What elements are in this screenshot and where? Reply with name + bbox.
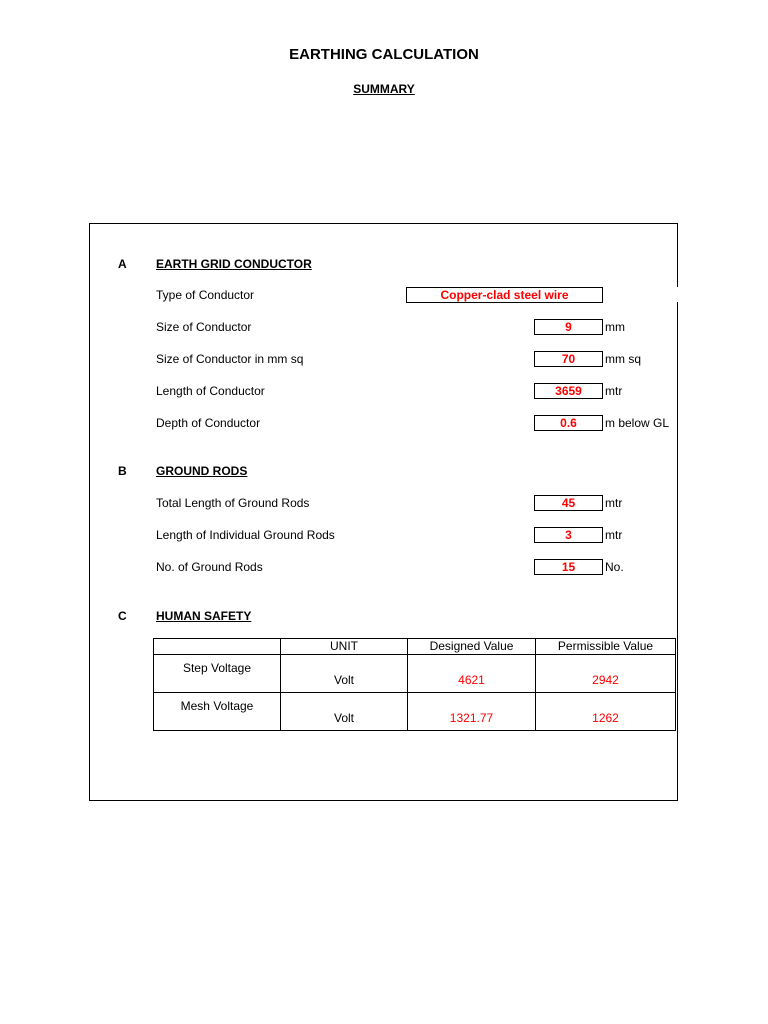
total-length-rods-label: Total Length of Ground Rods — [156, 496, 310, 510]
table-row — [154, 655, 676, 693]
depth-of-conductor-unit: m below GL — [605, 416, 670, 430]
row-permissible-value: 1262 — [536, 693, 676, 731]
length-of-conductor-unit: mtr — [605, 384, 623, 398]
row-unit: Volt — [281, 655, 408, 693]
human-safety-table — [153, 638, 676, 731]
row-label: Step Voltage — [154, 655, 281, 693]
size-of-conductor-unit: mm — [605, 320, 625, 334]
frame-gap — [674, 287, 680, 302]
table-header-cell: UNIT — [281, 639, 408, 655]
total-length-rods-value: 45 — [534, 495, 603, 511]
length-of-conductor-value: 3659 — [534, 383, 603, 399]
type-of-conductor-label: Type of Conductor — [156, 288, 255, 302]
size-mm-sq-label: Size of Conductor in mm sq — [156, 352, 304, 366]
depth-of-conductor-label: Depth of Conductor — [156, 416, 261, 430]
no-of-rods-unit: No. — [605, 560, 624, 574]
row-designed-value: 1321.77 — [408, 693, 536, 731]
table-row — [154, 693, 676, 731]
individual-rod-length-unit: mtr — [605, 528, 623, 542]
no-of-rods-value: 15 — [534, 559, 603, 575]
section-b-letter: B — [118, 464, 127, 478]
no-of-rods-label: No. of Ground Rods — [156, 560, 263, 574]
size-of-conductor-value: 9 — [534, 319, 603, 335]
section-a-title: EARTH GRID CONDUCTOR — [156, 257, 312, 271]
table-header-cell: Designed Value — [408, 639, 536, 655]
table-header-cell — [154, 639, 281, 655]
row-designed-value: 4621 — [408, 655, 536, 693]
table-header-row — [154, 639, 676, 655]
individual-rod-length-label: Length of Individual Ground Rods — [156, 528, 335, 542]
size-mm-sq-unit: mm sq — [605, 352, 641, 366]
row-label: Mesh Voltage — [154, 693, 281, 731]
section-b-title: GROUND RODS — [156, 464, 248, 478]
table-header-cell: Permissible Value — [536, 639, 676, 655]
section-c-title: HUMAN SAFETY — [156, 609, 252, 623]
row-unit: Volt — [281, 693, 408, 731]
type-of-conductor-value: Copper-clad steel wire — [406, 287, 603, 303]
length-of-conductor-label: Length of Conductor — [156, 384, 265, 398]
size-of-conductor-label: Size of Conductor — [156, 320, 252, 334]
page-subtitle: SUMMARY — [353, 82, 415, 96]
page-title: EARTHING CALCULATION — [289, 46, 479, 63]
total-length-rods-unit: mtr — [605, 496, 623, 510]
section-a-letter: A — [118, 257, 127, 271]
size-mm-sq-value: 70 — [534, 351, 603, 367]
row-permissible-value: 2942 — [536, 655, 676, 693]
section-c-letter: C — [118, 609, 127, 623]
individual-rod-length-value: 3 — [534, 527, 603, 543]
depth-of-conductor-value: 0.6 — [534, 415, 603, 431]
